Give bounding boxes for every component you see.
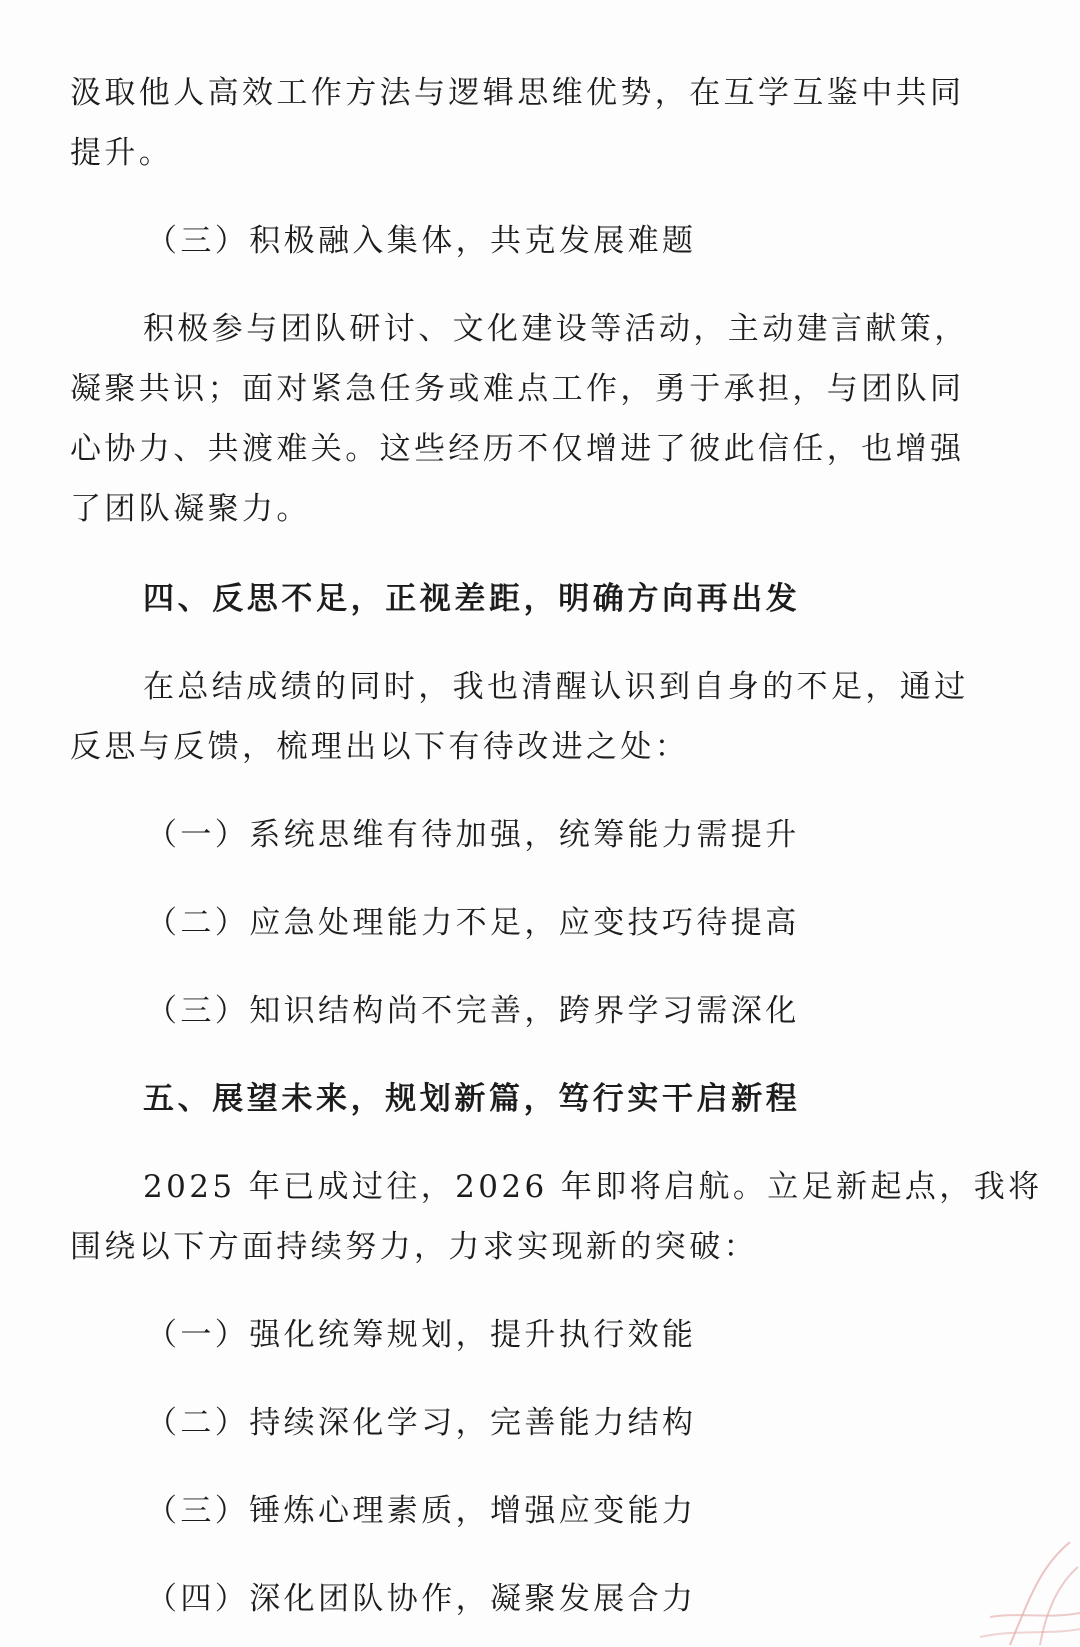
section-heading: 五、展望未来，规划新篇，笃行实干启新程: [143, 1081, 801, 1117]
subsection-title: （三）积极融入集体，共克发展难题: [146, 223, 697, 259]
paragraph-line: 在总结成绩的同时，我也清醒认识到自身的不足，通过: [143, 669, 969, 705]
section-heading: 四、反思不足，正视差距，明确方向再出发: [143, 581, 801, 617]
paragraph-line: 汲取他人高效工作方法与逻辑思维优势，在互学互鉴中共同: [70, 75, 965, 111]
list-item: （二）应急处理能力不足，应变技巧待提高: [146, 905, 800, 941]
paragraph-line: 反思与反馈，梳理出以下有待改进之处：: [70, 729, 690, 765]
stamp-decoration-icon: [970, 1537, 1080, 1647]
list-item: （一）系统思维有待加强，统筹能力需提升: [146, 817, 800, 853]
list-item: （三）知识结构尚不完善，跨界学习需深化: [146, 993, 800, 1029]
list-item: （三）锤炼心理素质，增强应变能力: [146, 1493, 697, 1529]
paragraph-line: 提升。: [70, 135, 174, 171]
list-item: （四）深化团队协作，凝聚发展合力: [146, 1581, 697, 1617]
paragraph-line: 积极参与团队研讨、文化建设等活动，主动建言献策，: [143, 311, 969, 347]
paragraph-line: 围绕以下方面持续努力，力求实现新的突破：: [70, 1229, 758, 1265]
list-item: （一）强化统筹规划，提升执行效能: [146, 1317, 697, 1353]
paragraph-line: 2025 年已成过往，2026 年即将启航。立足新起点，我将: [143, 1169, 1043, 1205]
list-item: （二）持续深化学习，完善能力结构: [146, 1405, 697, 1441]
paragraph-line: 凝聚共识；面对紧急任务或难点工作，勇于承担，与团队同: [70, 371, 965, 407]
paragraph-line: 了团队凝聚力。: [70, 491, 311, 527]
paragraph-line: 心协力、共渡难关。这些经历不仅增进了彼此信任，也增强: [70, 431, 965, 467]
